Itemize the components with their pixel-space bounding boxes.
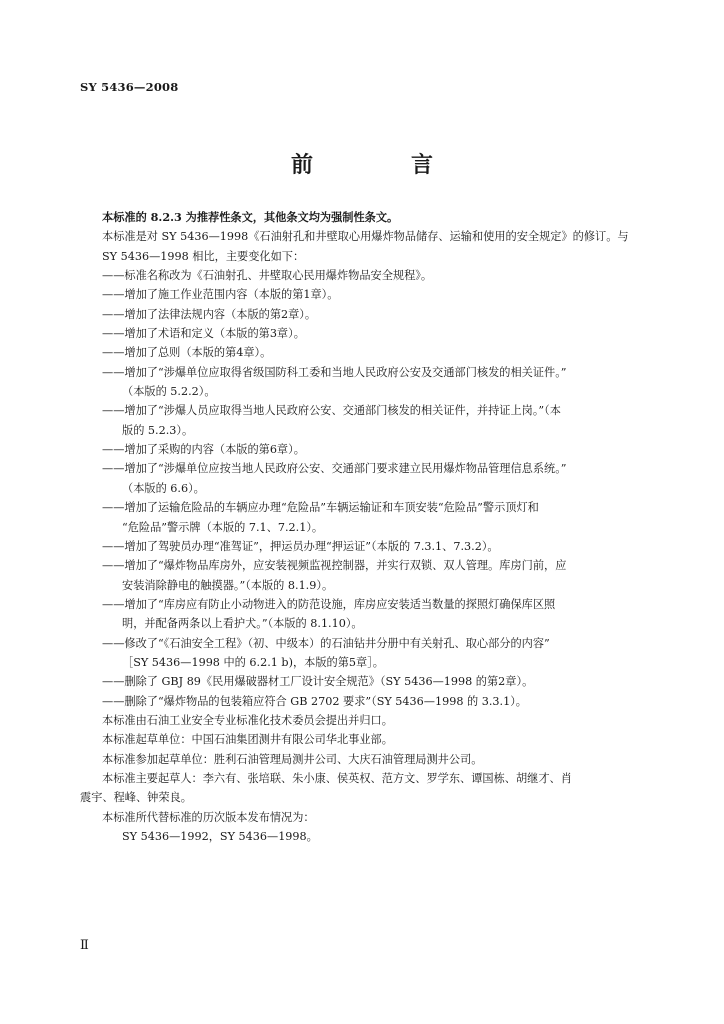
list-item: ——修改了“《石油安全工程》（初、中级本）的石油钻井分册中有关射孔、取心部分的内容” xyxy=(102,636,550,650)
list-item-continuation: “危险品”警示牌（本版的 7.1、7.2.1）。 xyxy=(122,520,324,534)
paragraph: 本标准参加起草单位：胜利石油管理局测井公司、大庆石油管理局测井公司。 xyxy=(102,752,483,766)
paragraph: 本标准由石油工业安全专业标准化技术委员会提出并归口。 xyxy=(102,713,393,727)
list-item: ——增加了施工作业范围内容（本版的第1章）。 xyxy=(102,288,339,302)
list-item: ——标准名称改为《石油射孔、井壁取心民用爆炸物品安全规程》。 xyxy=(102,269,433,283)
page-title: 前 言 xyxy=(290,153,471,178)
paragraph-continuation: 震宇、程峰、钟荣良。 xyxy=(80,791,192,805)
standard-code: SY 5436—2008 xyxy=(80,80,179,94)
list-item: ——增加了运输危险品的车辆应办理“危险品”车辆运输证和车顶安装“危险品”警示顶灯和 xyxy=(102,501,539,515)
list-item-continuation: 安装消除静电的触摸器。”（本版的 8.1.9）。 xyxy=(122,578,334,592)
list-item: ——增加了“涉爆单位应取得省级国防科工委和当地人民政府公安及交通部门核发的相关证件。” xyxy=(102,365,567,379)
paragraph: 本标准的 8.2.3 为推荐性条文，其他条文均为强制性条文。 xyxy=(102,210,399,224)
list-item-continuation: （本版的 5.2.2）。 xyxy=(122,385,216,399)
paragraph: 本标准所代替标准的历次版本发布情况为： xyxy=(102,810,315,824)
paragraph: 本标准主要起草人：李六有、张培联、朱小康、侯英权、范方文、罗学东、谭国栋、胡继才、肖 xyxy=(102,771,572,785)
list-item: ——增加了术语和定义（本版的第3章）。 xyxy=(102,327,305,341)
paragraph: SY 5436—1992，SY 5436—1998。 xyxy=(122,830,318,843)
list-item: ——增加了“涉爆人员应取得当地人民政府公安、交通部门核发的相关证件，并持证上岗。”（本 xyxy=(102,404,561,418)
list-item-continuation: 明，并配备两条以上看护犬。”（本版的 8.1.10）。 xyxy=(122,617,363,631)
paragraph: 本标准起草单位：中国石油集团测井有限公司华北事业部。 xyxy=(102,733,393,747)
list-item: ——删除了 GBJ 89《民用爆破器材工厂设计安全规范》（SY 5436—1998 的第2章）。 xyxy=(102,675,534,689)
list-item: ——增加了“爆炸物品库房外，应安装视频监视控制器，并实行双锁、双人管理。库房门前，应 xyxy=(102,559,567,573)
list-item: ——增加了法律法规内容（本版的第2章）。 xyxy=(102,307,317,321)
list-item: ——增加了采购的内容（本版的第6章）。 xyxy=(102,443,305,457)
list-item-continuation: ［SY 5436—1998 中的 6.2.1 b)，本版的第5章］。 xyxy=(122,655,384,669)
list-item: ——删除了“爆炸物品的包装箱应符合 GB 2702 要求”（SY 5436—1998 的 3.3.1）。 xyxy=(102,694,527,708)
list-item-continuation: 版的 5.2.3）。 xyxy=(122,423,194,437)
list-item: ——增加了“涉爆单位应按当地人民政府公安、交通部门要求建立民用爆炸物品管理信息系统。” xyxy=(102,462,567,476)
list-item-continuation: （本版的 6.6）。 xyxy=(122,481,205,495)
list-item: ——增加了总则（本版的第4章）。 xyxy=(102,346,272,360)
list-item: ——增加了“库房应有防止小动物进入的防范设施，库房应安装适当数量的探照灯确保库区照 xyxy=(102,597,556,611)
paragraph: 本标准是对 SY 5436—1998《石油射孔和井壁取心用爆炸物品储存、运输和使用的安全规定》的修订。与 SY 5436—1998 相比，主要变化如下： xyxy=(102,230,629,263)
page-number: Ⅱ xyxy=(80,938,89,953)
list-item: ——增加了驾驶员办理“准驾证”，押运员办理“押运证”（本版的 7.3.1、7.3.2）。 xyxy=(102,539,499,553)
document-body xyxy=(80,208,645,846)
